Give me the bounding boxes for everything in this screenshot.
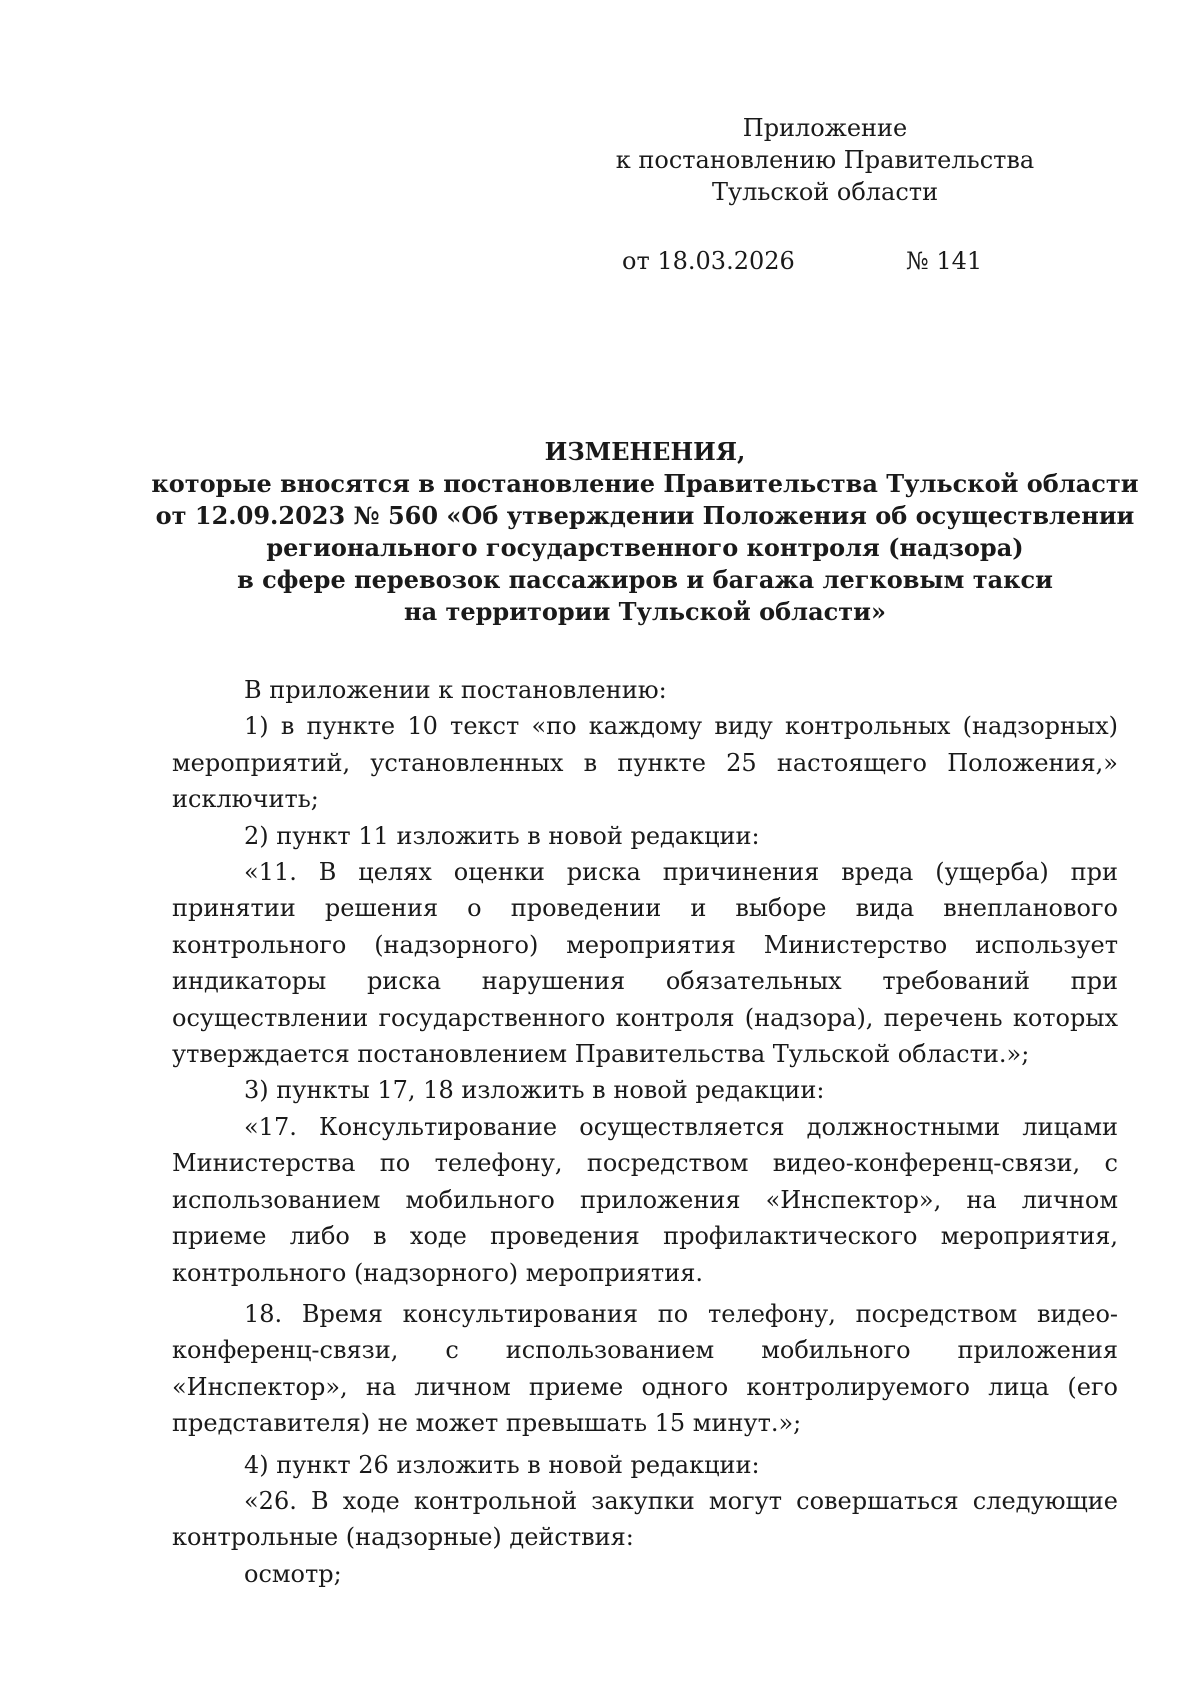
appendix-line-1: Приложение [742,114,908,142]
paragraph-clause-18: 18. Время консультирования по телефону, посредством видео-конференц-связи, с использованием мобильного приложения «Инспектор», на личном приеме одного контролируемого лица (его представителя) не может превышать 15 минут.»; [172,1299,1118,1438]
appendix-line-2: к постановлению Правительства [615,146,1035,174]
paragraph-clause-11: «11. В целях оценки риска причинения вреда (ущерба) при принятии решения о проведении и выборе вида внепланового контрольного (надзорного) мероприятия Министерство использует индикаторы риска нарушения обязательных требований при осуществлении государственного контроля (надзора), перечень которых утверждается постановлением Правительства Тульской области.»; [172,858,1118,1069]
resolution-date: от 18.03.2026 [622,247,795,275]
appendix-line-3: Тульской области [711,178,939,206]
paragraph-inspection: осмотр; [244,1559,342,1588]
title-line-3: от 12.09.2023 № 560 «Об утверждении Положения об осуществлении [155,501,1135,530]
paragraph-clause-26: «26. В ходе контрольной закупки могут совершаться следующие контрольные (надзорные) действия: [172,1486,1118,1552]
paragraph-item-1: 1) в пункте 10 текст «по каждому виду контрольных (надзорных) мероприятий, установленных в пункте 25 настоящего Положения,» исключить; [172,712,1118,814]
title-line-5: в сфере перевозок пассажиров и багажа легковым такси [237,565,1053,594]
appendix-header [600,112,1050,208]
title-line-6: на территории Тульской области» [404,597,886,626]
paragraph-intro: В приложении к постановлению: [244,676,667,704]
resolution-number: № 141 [906,247,983,275]
document-body [172,672,1118,1592]
paragraph-item-3: 3) пункты 17, 18 изложить в новой редакции: [244,1076,825,1105]
title-line-4: регионального государственного контроля (надзора) [266,533,1024,562]
paragraph-item-2: 2) пункт 11 изложить в новой редакции: [244,821,760,850]
title-line-1: ИЗМЕНЕНИЯ, [544,437,746,466]
paragraph-clause-17: «17. Консультирование осуществляется должностными лицами Министерства по телефону, посредством видео-конференц-связи, с использованием мобильного приложения «Инспектор», на личном приеме либо в ходе проведения профилактического мероприятия, контрольного (надзорного) мероприятия. [172,1112,1118,1287]
paragraph-item-4: 4) пункт 26 изложить в новой редакции: [244,1450,760,1479]
title-line-2: которые вносятся в постановление Правительства Тульской области [151,469,1139,498]
document-title [150,436,1140,628]
